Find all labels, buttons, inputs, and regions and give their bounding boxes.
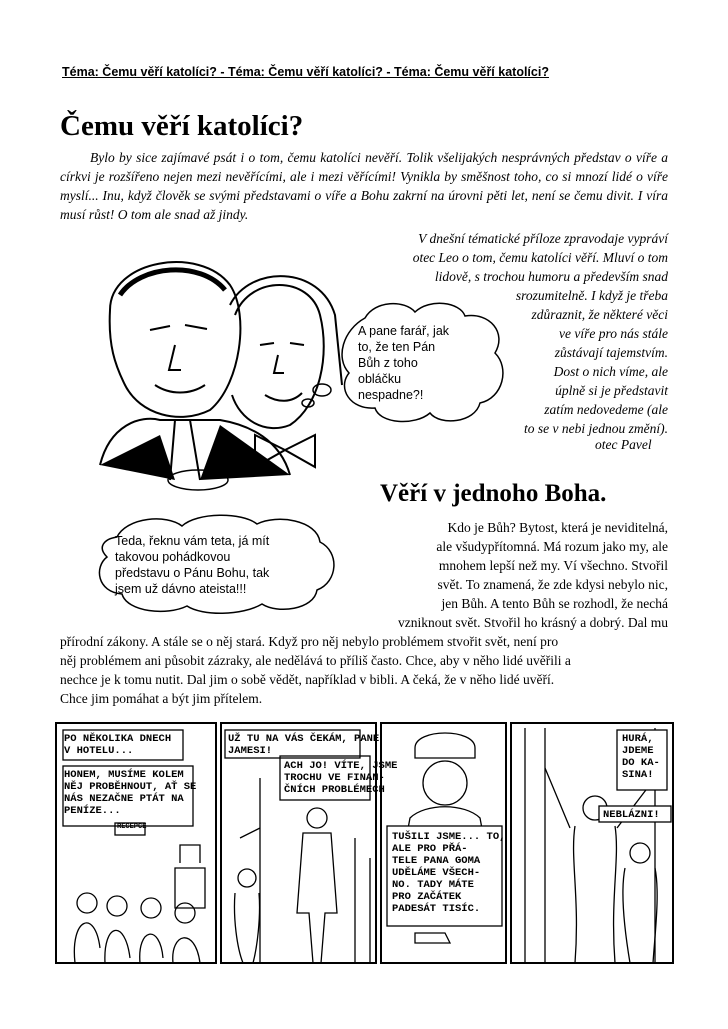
article-title: Čemu věří katolíci? <box>60 110 304 142</box>
column-line: V dnešní tématické příloze zpravodaje vypráví <box>418 231 668 246</box>
column-line: ve víře pro nás stále <box>559 326 668 341</box>
column-line: zdůraznit, že některé věci <box>531 307 668 322</box>
column-line: úplně si je představit <box>555 383 668 398</box>
comic-p4-speech-1: HURÁ, JDEME DO KA- SINA! <box>622 733 660 781</box>
column-line: Dost o nich víme, ale <box>553 364 668 379</box>
comic-p1-caption: PO NĚKOLIKA DNECH V HOTELU... <box>64 733 172 757</box>
comic-p3-speech: TUŠILI JSME... TO, ALE PRO PŘÁ- TELE PANA GOMA UDĚLÁME VŠECH- NO. TADY MÁTE PRO ZAČÁTEK PADESÁT TISÍC. <box>392 831 506 915</box>
comic-p1-sign: RECEPCE <box>117 823 147 831</box>
comic-p4-speech-2: NEBLÁZNI! <box>603 809 660 821</box>
section-title: Věří v jednoho Boha. <box>380 480 607 507</box>
signature: otec Pavel <box>595 437 652 452</box>
comic-p2-speech: ACH JO! VÍTE, JSME TROCHU VE FINAN- ČNÍCH PROBLÉMECH <box>284 760 398 796</box>
section-text-full: přírodní zákony. A stále se o něj stará. Když pro něj nebylo problémem stvořit svět, není pro něj problémem ani působit zázraky, ale nedělává to příliš často. Chce, aby v něho lidé uvěřili a nechce je k tomu nutit. Dal jim o sobě vědět, například v bibli. A čeká, že v něho lidé uvěří. Chce jim pomáhat a být jim přítelem. <box>60 634 571 706</box>
column-line: zůstávají tajemstvím. <box>554 345 668 360</box>
column-line: lidově, s trochou humoru a především snad <box>434 269 668 284</box>
bubble-1-text: A pane farář, jak to, že ten Pán Bůh z toho obláčku nespadne?! <box>358 324 450 402</box>
section-text-indented: Kdo je Bůh? Bytost, která je neviditelná, ale všudypřítomná. Má rozum jako my, ale mnohem lepší než my. Ví všechno. Stvořil svět. To znamená, že zde kdysi nebylo nic, jen Bůh. A tento Bůh se rozhodl, že nechá vzniknout svět. Stvořil ho krásný a dobrý. Dal mu <box>398 520 668 630</box>
running-header: Téma: Čemu věří katolíci? - Téma: Čemu věří katolíci? - Téma: Čemu věří katolíci? <box>62 65 549 79</box>
intro-paragraph: Bylo by sice zajímavé psát i o tom, čemu katolíci nevěří. Tolik všelijakých nesprávných představ o víře a církvi je rozšířeno nejen mezi nevěřícími, ale i mezi věřícími! Vynikla by směšnost toho, co si mnozí lidé o víře myslí... Inu, když člověk se svými představami o víře a Bohu zakrní na úrovni pěti let, není se čemu divit. I víra musí růst! O tom ale snad až jindy. <box>60 150 668 222</box>
bubble-2-text: Teda, řeknu vám teta, já mít takovou pohádkovou představu o Pánu Bohu, tak jsem už dávno ateista!!! <box>115 534 270 596</box>
column-line: otec Leo o tom, čemu katolíci věří. Mluví o tom <box>412 250 668 265</box>
column-line: to se v nebi jednou změní). <box>524 421 668 436</box>
comic-p2-caption: UŽ TU NA VÁS ČEKÁM, PANE JAMESI! <box>228 733 380 757</box>
column-line: zatím nedovedeme (ale <box>544 402 668 417</box>
column-line: srozumitelně. I když je třeba <box>515 288 668 303</box>
comic-p1-speech: HONEM, MUSÍME KOLEM NĚJ PROBĚHNOUT, AŤ SE NÁS NEZAČNE PTÁT NA PENÍZE... <box>64 769 197 817</box>
